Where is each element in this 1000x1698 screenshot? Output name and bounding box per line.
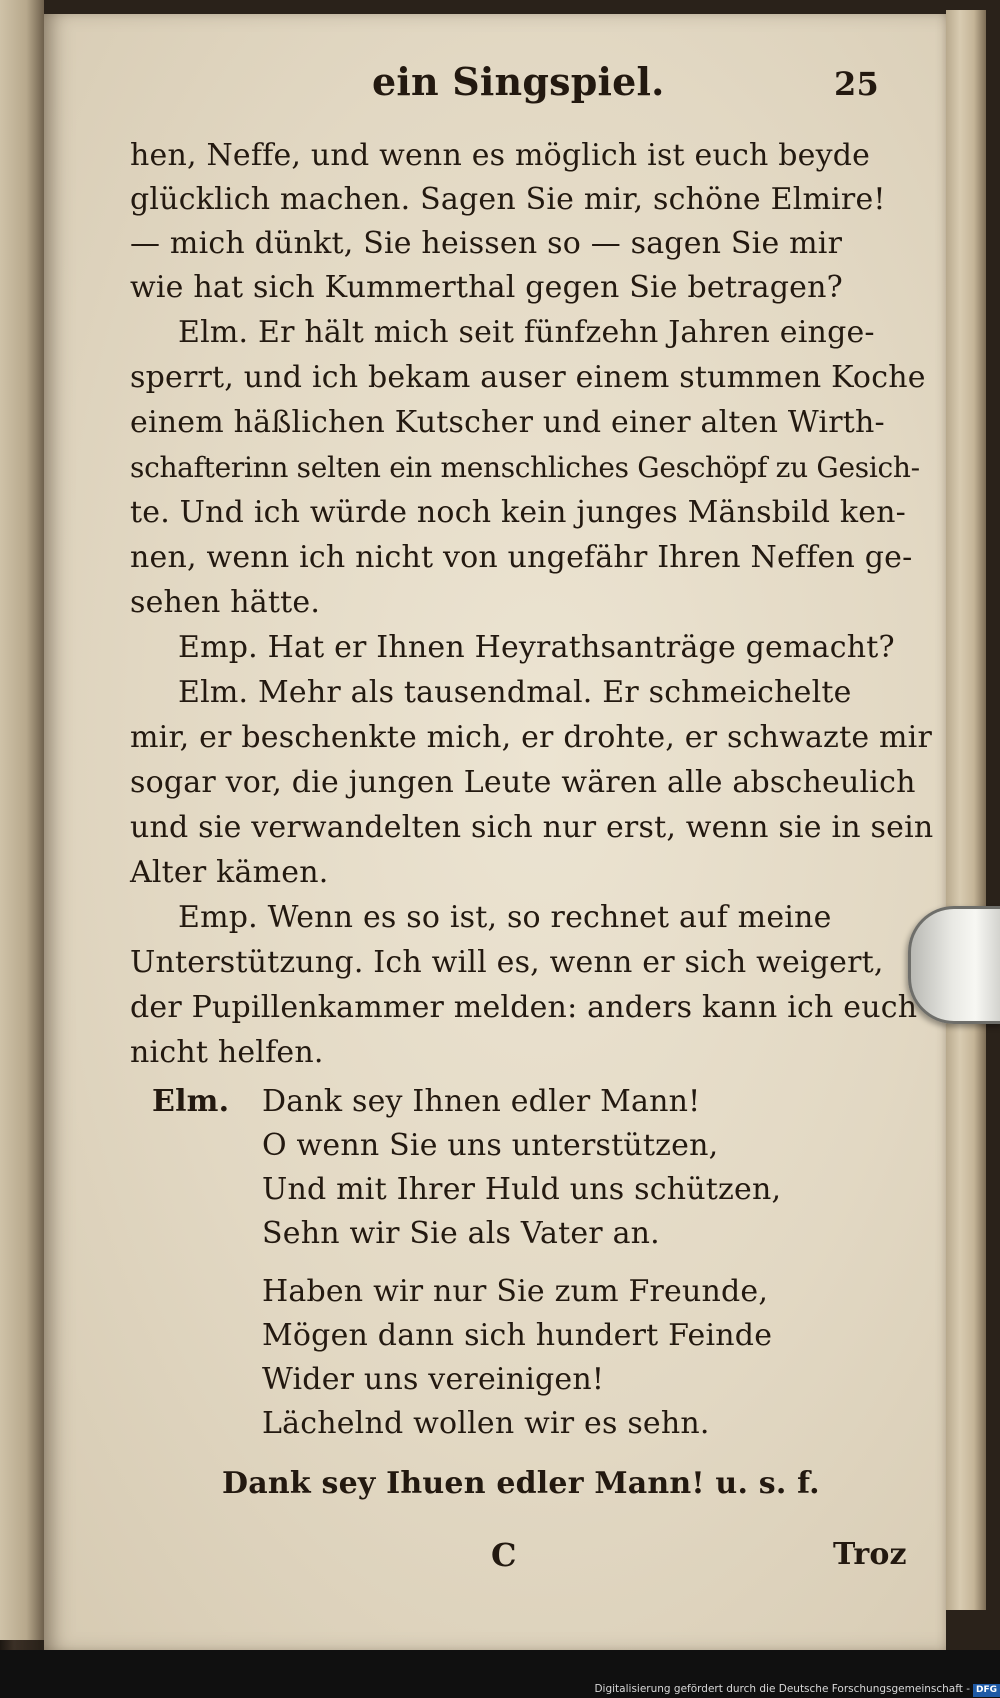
- body-line: sperrt, und ich bekam auser einem stummen Koche: [130, 360, 926, 395]
- book-clip: [908, 906, 1000, 1024]
- body-line: und sie verwandelten sich nur erst, wenn sie in sein: [130, 810, 934, 845]
- verse-line: O wenn Sie uns unterstützen,: [262, 1128, 719, 1163]
- body-line: der Pupillenkammer melden: anders kann ich euch: [130, 990, 918, 1025]
- body-line: schafterinn selten ein menschliches Geschöpf zu Gesich-: [130, 451, 920, 484]
- page-number: 25: [834, 65, 879, 103]
- signature-mark: C: [491, 1536, 517, 1574]
- body-line: einem häßlichen Kutscher und einer alten Wirth-: [130, 405, 885, 440]
- body-line: mir, er beschenkte mich, er drohte, er schwazte mir: [130, 720, 932, 755]
- verse-line: Lächelnd wollen wir es sehn.: [262, 1406, 710, 1441]
- body-line: glücklich machen. Sagen Sie mir, schöne Elmire!: [130, 182, 886, 217]
- body-line: — mich dünkt, Sie heissen so — sagen Sie mir: [130, 226, 843, 261]
- dfg-logo: DFG: [973, 1684, 1000, 1697]
- body-line: hen, Neffe, und wenn es möglich ist euch beyde: [130, 138, 871, 173]
- body-line: Elm. Er hält mich seit fünfzehn Jahren einge-: [178, 315, 875, 350]
- body-line: Elm. Mehr als tausendmal. Er schmeichelte: [178, 675, 852, 710]
- facing-page-edge: [0, 0, 44, 1640]
- verse-line: Und mit Ihrer Huld uns schützen,: [262, 1172, 782, 1207]
- body-line: nicht helfen.: [130, 1035, 324, 1070]
- body-line: wie hat sich Kummerthal gegen Sie betragen?: [130, 270, 843, 305]
- catchword: Troz: [833, 1537, 907, 1572]
- digitization-credit: [590, 1680, 1000, 1698]
- page-stack-edge: [946, 10, 986, 1610]
- verse-line: Dank sey Ihnen edler Mann!: [262, 1084, 701, 1119]
- verse-line: Sehn wir Sie als Vater an.: [262, 1216, 660, 1251]
- song-speaker: Elm.: [152, 1084, 230, 1119]
- body-line: sehen hätte.: [130, 585, 321, 620]
- body-line: Emp. Wenn es so ist, so rechnet auf meine: [178, 900, 832, 935]
- credit-text: Digitalisierung gefördert durch die Deutsche Forschungsgemeinschaft -: [594, 1683, 970, 1695]
- body-line: nen, wenn ich nicht von ungefähr Ihren Neffen ge-: [130, 540, 913, 575]
- refrain-line: Dank sey Ihuen edler Mann! u. s. f.: [222, 1466, 820, 1501]
- verse-line: Mögen dann sich hundert Feinde: [262, 1318, 773, 1353]
- body-line: Unterstützung. Ich will es, wenn er sich weigert,: [130, 945, 884, 980]
- body-line: sogar vor, die jungen Leute wären alle abscheulich: [130, 765, 916, 800]
- running-head: ein Singspiel.: [372, 59, 665, 104]
- body-line: Emp. Hat er Ihnen Heyrathsanträge gemacht?: [178, 630, 895, 665]
- verse-line: Haben wir nur Sie zum Freunde,: [262, 1274, 769, 1309]
- verse-line: Wider uns vereinigen!: [262, 1362, 605, 1397]
- body-line: Alter kämen.: [130, 855, 329, 890]
- body-line: te. Und ich würde noch kein junges Mänsbild ken-: [130, 495, 907, 530]
